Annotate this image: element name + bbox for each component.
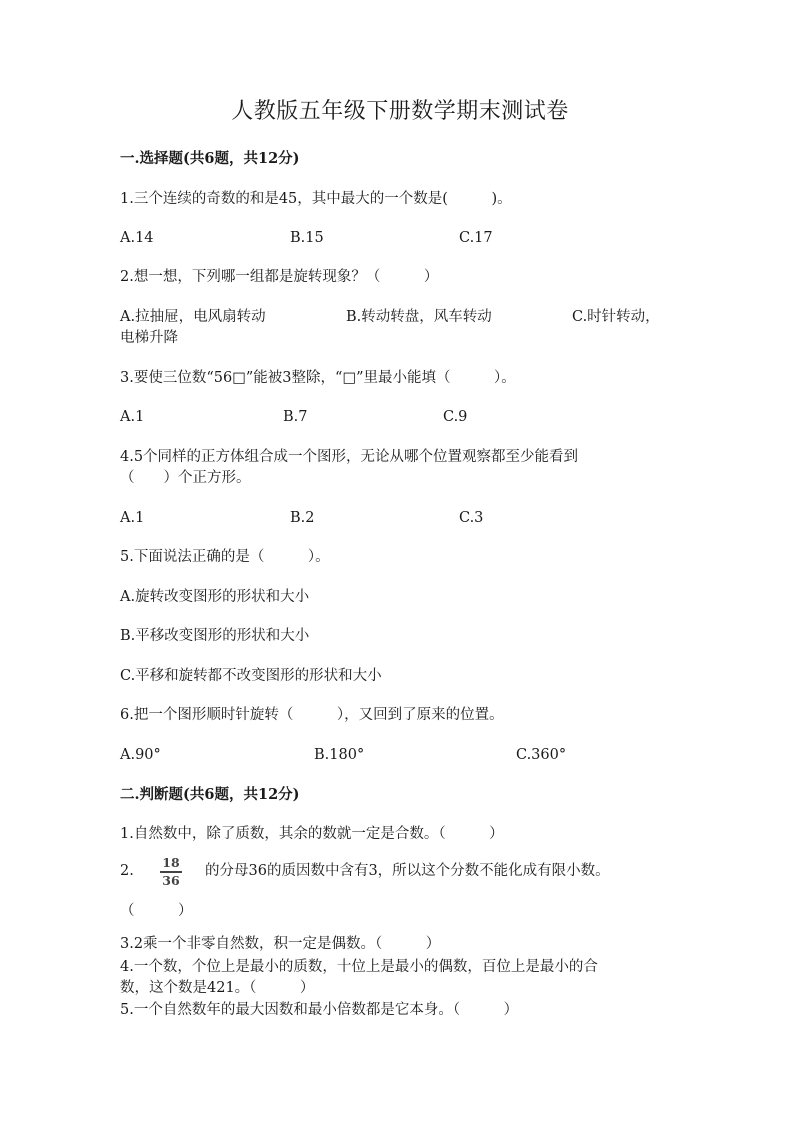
option-a: A.旋转改变图形的形状和大小	[120, 589, 310, 605]
option-b: B.2	[290, 510, 315, 526]
answer-paren: （ ）	[120, 903, 193, 919]
statement-continued: 数，这个数是421。（ ）	[120, 980, 315, 996]
question-stem: 6.把一个图形顺时针旋转（ ），又回到了原来的位置。	[120, 707, 504, 723]
option-c: C.3	[459, 510, 484, 526]
option-a: A.90°	[120, 747, 161, 763]
statement: 1.自然数中，除了质数，其余的数就一定是合数。（ ）	[120, 826, 504, 842]
section-heading-choice: 一.选择题(共6题，共12分)	[120, 150, 300, 167]
option-a: A.1	[120, 510, 145, 526]
section-heading-judgment: 二.判断题(共6题，共12分)	[120, 786, 300, 803]
statement: 的分母36的质因数中含有3，所以这个分数不能化成有限小数。	[205, 863, 610, 879]
question-stem: 5.下面说法正确的是（ ）。	[120, 549, 330, 565]
fraction-denominator: 36	[162, 872, 180, 888]
page-title: 人教版五年级下册数学期末测试卷	[231, 99, 569, 124]
statement: 4.一个数，个位上是最小的质数，十位上是最小的偶数，百位上是最小的合	[120, 959, 598, 975]
option-b: B.15	[290, 230, 324, 246]
option-c: C.360°	[516, 747, 567, 763]
statement-number: 2.	[120, 863, 134, 879]
option-b: B.7	[283, 409, 308, 425]
option-c: C.17	[459, 230, 493, 246]
fraction	[158, 856, 184, 888]
option-b: B.180°	[314, 747, 365, 763]
question-stem: 4.5个同样的正方体组合成一个图形，无论从哪个位置观察都至少能看到	[120, 449, 579, 465]
statement: 3.2乘一个非零自然数，积一定是偶数。（ ）	[120, 936, 441, 952]
question-stem: 3.要使三位数“56□”能被3整除，“□”里最小能填（ ）。	[120, 370, 516, 386]
option-a: A.拉抽屉，电风扇转动	[120, 309, 266, 325]
question-stem-continued: （ ）个正方形。	[120, 470, 251, 486]
option-c: C.平移和旋转都不改变图形的形状和大小	[120, 668, 382, 684]
question-stem: 2.想一想，下列哪一组都是旋转现象？（ ）	[120, 269, 439, 285]
option-a: A.1	[120, 409, 145, 425]
option-b: B.转动转盘，风车转动	[346, 309, 492, 325]
option-c-continued: 电梯升降	[120, 330, 178, 346]
statement: 5.一个自然数年的最大因数和最小倍数都是它本身。（ ）	[120, 1002, 519, 1018]
question-stem: 1.三个连续的奇数的和是45，其中最大的一个数是( )。	[120, 191, 512, 207]
option-c: C.9	[443, 409, 468, 425]
option-b: B.平移改变图形的形状和大小	[120, 628, 310, 644]
fraction-numerator: 18	[162, 855, 180, 870]
option-c: C.时针转动，	[572, 309, 660, 325]
option-a: A.14	[120, 230, 154, 246]
